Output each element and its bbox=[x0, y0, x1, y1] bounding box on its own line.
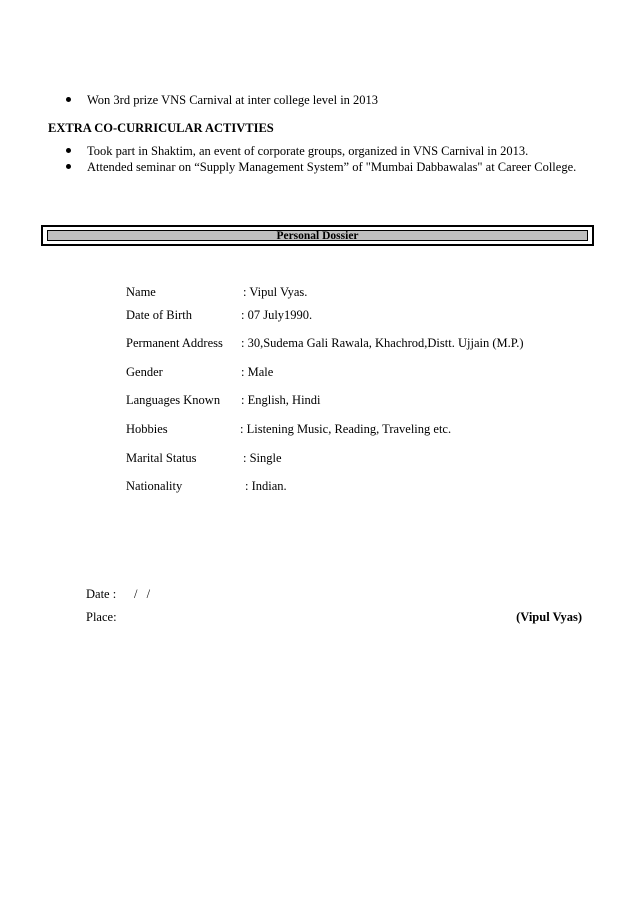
field-label-name: Name bbox=[126, 285, 156, 299]
date-label: Date : bbox=[86, 587, 117, 601]
extra-curricular-item: Took part in Shaktim, an event of corporate groups, organized in VNS Carnival in 2013. bbox=[87, 144, 529, 158]
place-label: Place: bbox=[86, 610, 117, 624]
field-label-hobbies: Hobbies bbox=[126, 422, 168, 436]
signature: (Vipul Vyas) bbox=[516, 610, 582, 624]
dossier-banner bbox=[41, 225, 594, 246]
section-heading-extra-curricular: EXTRA CO-CURRICULAR ACTIVTIES bbox=[48, 121, 274, 135]
field-label-marital-status: Marital Status bbox=[126, 451, 197, 465]
field-value-gender: : Male bbox=[241, 365, 274, 379]
field-value-hobbies: : Listening Music, Reading, Traveling etc. bbox=[240, 422, 452, 436]
achievement-item: Won 3rd prize VNS Carnival at inter college level in 2013 bbox=[87, 93, 379, 107]
field-label-dob: Date of Birth bbox=[126, 308, 192, 322]
field-value-dob: : 07 July1990. bbox=[241, 308, 313, 322]
bullet-icon bbox=[66, 148, 71, 153]
extra-curricular-item: Attended seminar on “Supply Management System” of "Mumbai Dabbawalas" at Career College. bbox=[87, 160, 577, 174]
field-label-address: Permanent Address bbox=[126, 336, 223, 350]
date-value: / / bbox=[134, 587, 151, 601]
field-value-marital-status: : Single bbox=[243, 451, 282, 465]
field-value-languages: : English, Hindi bbox=[241, 393, 321, 407]
field-label-nationality: Nationality bbox=[126, 479, 183, 493]
field-label-languages: Languages Known bbox=[126, 393, 221, 407]
dossier-title: Personal Dossier bbox=[47, 230, 588, 241]
bullet-icon bbox=[66, 164, 71, 169]
bullet-icon bbox=[66, 97, 71, 102]
field-value-name: : Vipul Vyas. bbox=[243, 285, 308, 299]
field-value-address: : 30,Sudema Gali Rawala, Khachrod,Distt. Ujjain (M.P.) bbox=[241, 336, 524, 350]
field-label-gender: Gender bbox=[126, 365, 163, 379]
field-value-nationality: : Indian. bbox=[245, 479, 287, 493]
